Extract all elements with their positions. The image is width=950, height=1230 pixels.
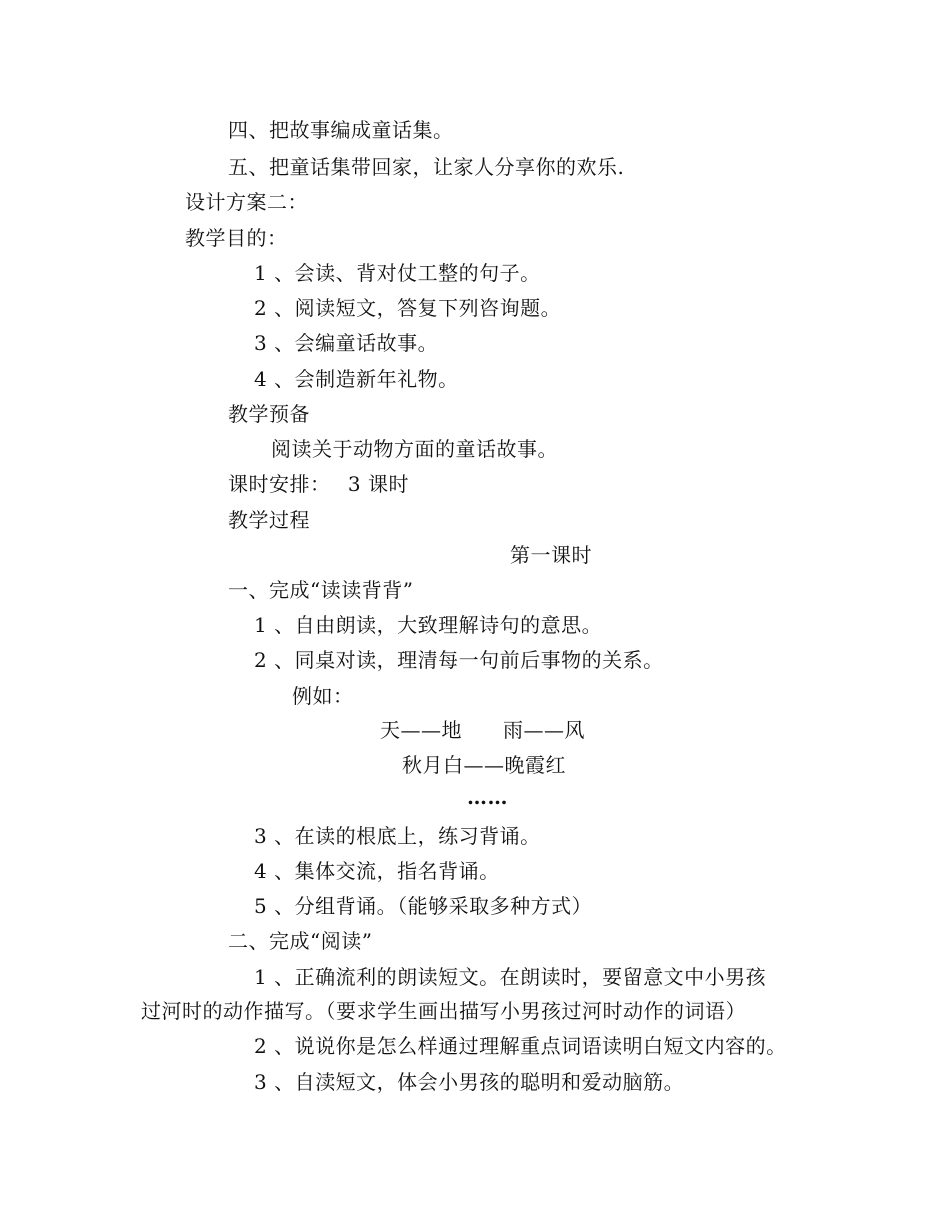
list-item: 3 、会编童话故事。 xyxy=(254,331,439,355)
text-line: 阅读关于动物方面的童话故事。 xyxy=(271,437,558,461)
list-item: 3 、自渎短文，体会小男孩的聪明和爱动脑筋。 xyxy=(254,1070,685,1094)
list-item: 2 、同桌对读，理清每一句前后事物的关系。 xyxy=(254,648,664,672)
section-heading: 二、完成“阅读” xyxy=(228,929,373,953)
lesson-title: 第一课时 xyxy=(510,543,592,567)
section-heading: 教学预备 xyxy=(228,402,310,426)
list-item: 1 、会读、背对仗工整的句子。 xyxy=(254,261,541,285)
ellipsis: …… xyxy=(467,785,508,809)
section-heading: 设计方案二： xyxy=(185,190,308,214)
list-item: 1 、自由朗读，大致理解诗句的意思。 xyxy=(254,613,603,637)
list-item: 1 、正确流利的朗读短文。在朗读时，要留意文中小男孩 xyxy=(254,965,767,989)
example-line: 天——地 雨——风 xyxy=(380,718,585,742)
text-line: 四、把故事编成童话集。 xyxy=(228,118,454,142)
list-item: 4 、会制造新年礼物。 xyxy=(254,367,459,391)
section-heading: 教学目的： xyxy=(185,226,288,250)
list-item: 3 、在读的根底上，练习背诵。 xyxy=(254,824,541,848)
text-line: 过河时的动作描写。（要求学生画出描写小男孩过河时动作的词语） xyxy=(141,999,746,1023)
text-line: 例如： xyxy=(292,684,354,708)
text-line: 五、把童话集带回家，让家人分享你的欢乐. xyxy=(228,155,625,179)
list-item: 4 、集体交流，指名背诵。 xyxy=(254,859,500,883)
list-item: 2 、阅读短文，答复下列咨询题。 xyxy=(254,296,562,320)
list-item: 2 、说说你是怎么样通过理解重点词语读明白短文内容的。 xyxy=(254,1034,787,1058)
section-heading: 教学过程 xyxy=(228,508,310,532)
example-line: 秋月白——晚霞红 xyxy=(402,753,566,777)
text-line: 课时安排： 3 课时 xyxy=(228,472,409,496)
list-item: 5 、分组背诵。（能够采取多种方式） xyxy=(254,894,593,918)
section-heading: 一、完成“读读背背” xyxy=(228,578,414,602)
